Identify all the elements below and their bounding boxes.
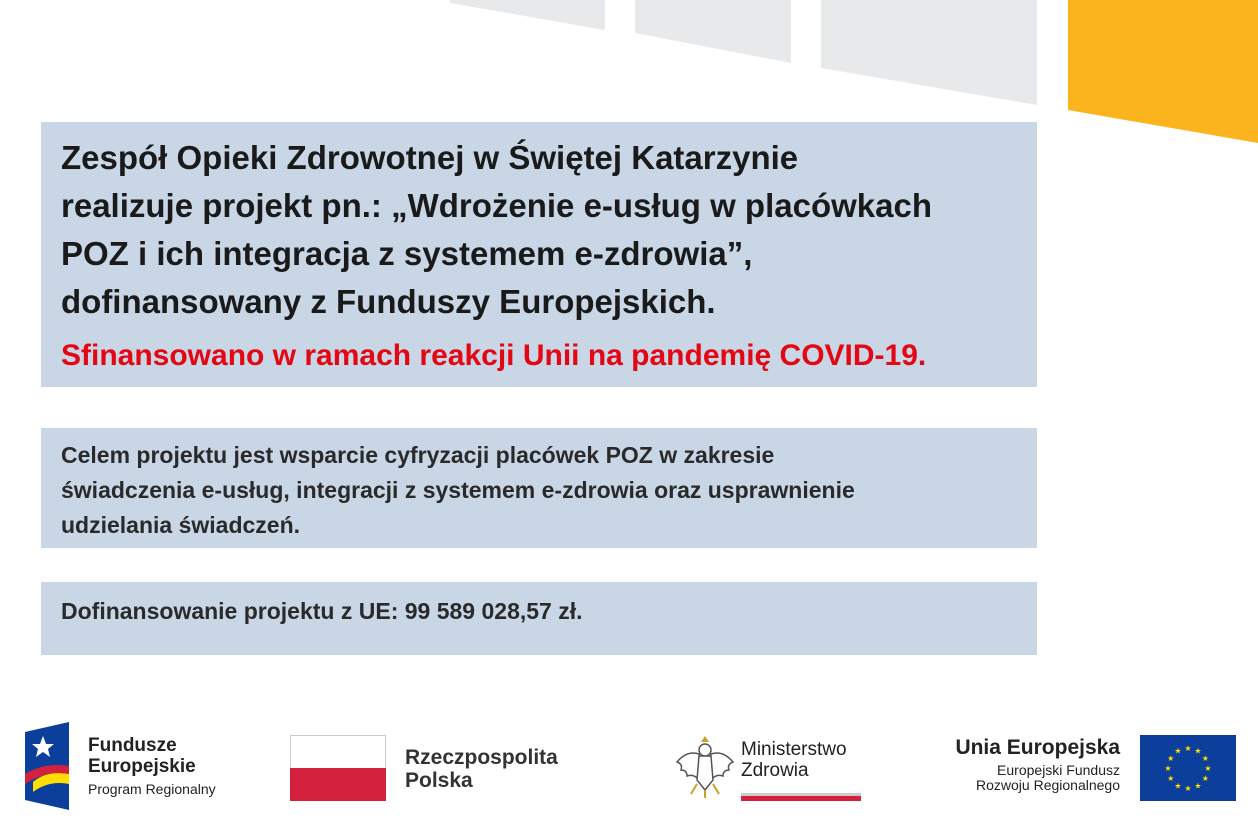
eu-star-icon: ★ xyxy=(1201,774,1209,783)
mz-flag-stripe xyxy=(741,793,861,801)
project-goal-panel xyxy=(41,428,1037,548)
eu-star-icon: ★ xyxy=(1201,754,1209,763)
eu-star-icon: ★ xyxy=(1194,781,1202,791)
goal-line: udzielania świadczeń. xyxy=(61,512,301,538)
polish-flag-icon xyxy=(290,735,386,801)
title-line: dofinansowany z Funduszy Europejskich. xyxy=(61,283,716,320)
eu-star-icon: ★ xyxy=(1204,764,1212,773)
fe-line1: Fundusze xyxy=(88,735,177,756)
ue-line1: Unia Europejska xyxy=(955,736,1120,759)
white-eagle-icon xyxy=(673,732,737,800)
project-goal xyxy=(61,438,1025,543)
title-line: realizuje projekt pn.: „Wdrożenie e-usług w placówkach xyxy=(61,187,932,224)
ue-logo-text xyxy=(930,736,1120,794)
fe-line3: Program Regionalny xyxy=(88,780,216,797)
mz-line1: Ministerstwo xyxy=(741,739,847,760)
mz-logo-text xyxy=(741,740,847,782)
gray-shape-3 xyxy=(821,0,1037,105)
project-title xyxy=(61,134,1025,326)
eu-star-icon: ★ xyxy=(1174,746,1182,756)
fe-logo-icon xyxy=(25,722,69,810)
rp-line1: Rzeczpospolita xyxy=(405,746,558,769)
goal-line: świadczenia e-usług, integracji z systemem e-zdrowia oraz usprawnienie xyxy=(61,477,855,503)
gray-shape-2 xyxy=(635,0,791,63)
gray-shape-1 xyxy=(450,0,605,30)
funding-amount: Dofinansowanie projektu z UE: 99 589 028,57 zł. xyxy=(61,598,583,624)
mz-line2: Zdrowia xyxy=(741,759,809,781)
project-title-panel xyxy=(41,122,1037,387)
title-line: POZ i ich integracja z systemem e-zdrowia”, xyxy=(61,235,753,272)
eu-star-icon: ★ xyxy=(1184,784,1192,793)
ue-line2: Europejski Fundusz xyxy=(997,762,1120,779)
eu-star-icon: ★ xyxy=(1184,744,1192,753)
rp-line2: Polska xyxy=(405,769,473,793)
eu-star-icon: ★ xyxy=(1167,774,1175,783)
ue-line3: Rozwoju Regionalnego xyxy=(976,777,1120,794)
title-line: Zespół Opieki Zdrowotnej w Świętej Katarzynie xyxy=(61,139,799,176)
eu-flag-icon xyxy=(1140,735,1236,801)
goal-line: Celem projektu jest wsparcie cyfryzacji placówek POZ w zakresie xyxy=(61,442,775,468)
rp-logo-text xyxy=(405,746,558,792)
fe-logo-text xyxy=(88,736,216,797)
eu-star-icon: ★ xyxy=(1167,754,1175,763)
eu-star-icon: ★ xyxy=(1194,746,1202,756)
funding-panel xyxy=(41,582,1037,655)
orange-shape xyxy=(1068,0,1258,143)
fe-line2: Europejskie xyxy=(88,755,196,777)
eu-star-icon: ★ xyxy=(1164,764,1172,773)
eu-star-icon: ★ xyxy=(1174,781,1182,791)
covid-note: Sfinansowano w ramach reakcji Unii na pandemię COVID-19. xyxy=(61,339,927,372)
